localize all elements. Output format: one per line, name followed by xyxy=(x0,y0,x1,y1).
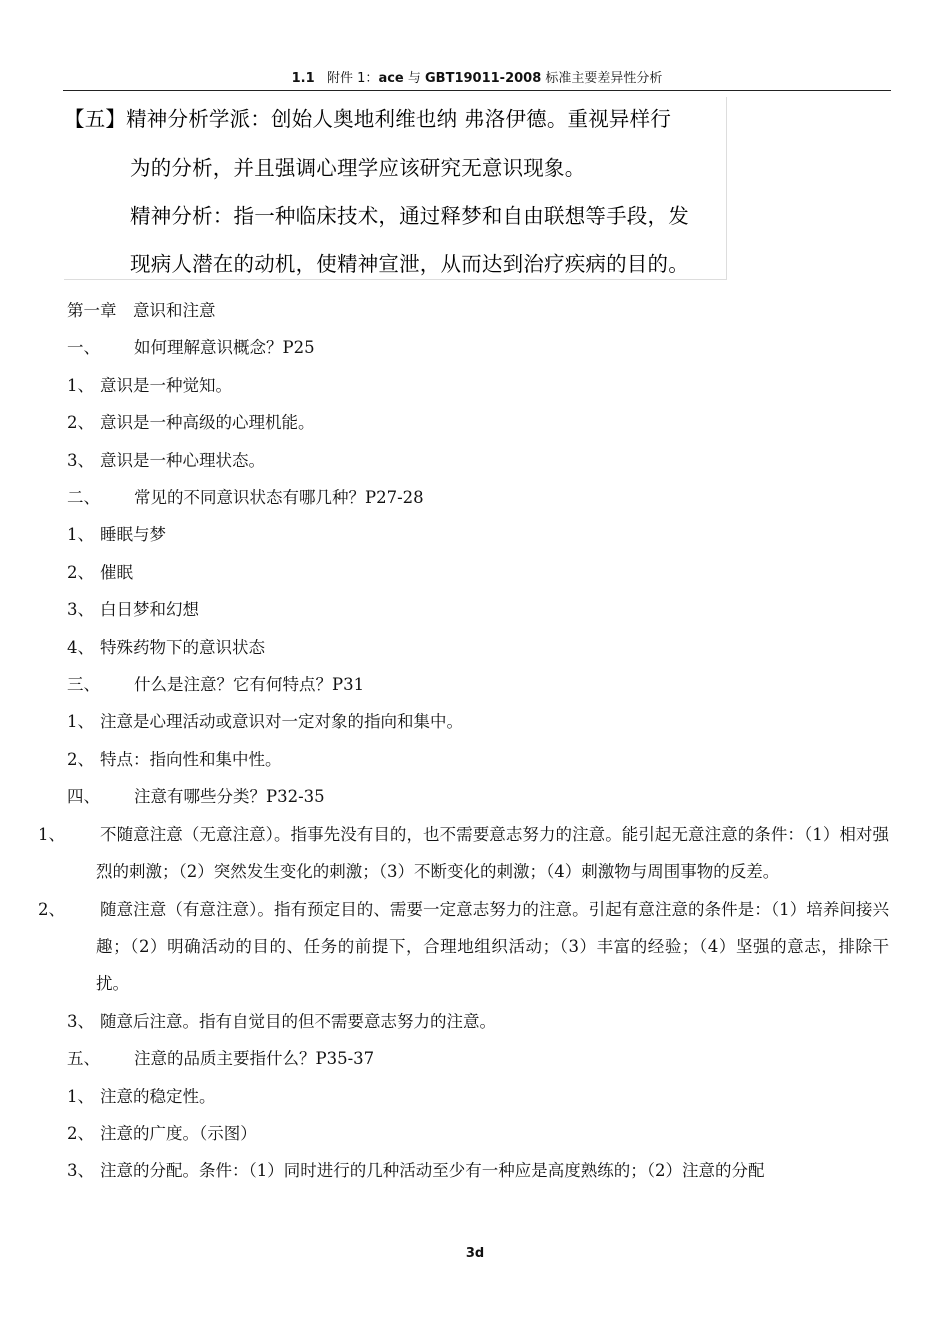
section-title: 常见的不同意识状态有哪几种？P27-28 xyxy=(134,488,424,508)
document-body xyxy=(38,292,889,1190)
list-item xyxy=(67,1003,889,1040)
list-item xyxy=(67,1078,889,1115)
item-text: 意识是一种高级的心理机能。 xyxy=(100,413,315,433)
section-number: 三、 xyxy=(67,675,100,695)
list-item xyxy=(67,1115,889,1152)
section-number: 二、 xyxy=(67,488,100,508)
image-line-2: 为的分析，并且强调心理学应该研究无意识现象。 xyxy=(130,156,586,180)
list-item xyxy=(67,516,889,553)
list-item xyxy=(67,703,889,740)
item-text: 意识是一种觉知。 xyxy=(100,375,232,395)
section-number: 五、 xyxy=(67,1049,100,1069)
item-number: 1、 xyxy=(67,712,94,732)
list-item xyxy=(67,629,889,666)
embedded-text-image xyxy=(64,97,727,280)
list-item xyxy=(67,554,889,591)
item-number: 2、 xyxy=(67,413,94,433)
item-number: 3、 xyxy=(67,1011,94,1031)
section-title: 如何理解意识概念？P25 xyxy=(134,338,315,358)
section-heading xyxy=(67,329,889,366)
list-item xyxy=(67,404,889,441)
item-text: 注意是心理活动或意识对一定对象的指向和集中。 xyxy=(100,712,463,732)
image-line-4: 现病人潜在的动机，使精神宣泄，从而达到治疗疾病的目的。 xyxy=(130,252,689,276)
page-footer: 3d xyxy=(465,1246,485,1261)
item-text: 白日梦和幻想 xyxy=(100,600,199,620)
image-line-3: 精神分析：指一种临床技术，通过释梦和自由联想等手段，发 xyxy=(130,204,689,228)
chapter-title: 第一章 意识和注意 xyxy=(67,301,216,320)
item-number: 1、 xyxy=(67,1086,94,1106)
image-line-1: 【五】精神分析学派：创始人奥地利维也纳 弗洛伊德。重视异样行 xyxy=(64,107,672,131)
item-number: 1、 xyxy=(38,824,65,844)
item-text: 注意的分配。条件：（1）同时进行的几种活动至少有一种应是高度熟练的；（2）注意的分配 xyxy=(100,1161,765,1181)
item-text: 特点：指向性和集中性。 xyxy=(100,749,282,769)
list-item xyxy=(38,816,889,891)
item-text: 特殊药物下的意识状态 xyxy=(100,637,265,657)
header-mid: 与 xyxy=(403,71,425,86)
list-item xyxy=(67,367,889,404)
item-text: 不随意注意（无意注意）。指事先没有目的，也不需要意志努力的注意。能引起无意注意的条件：（1）相对强烈的刺激；（2）突然发生变化的刺激；（3）不断变化的刺激；（4）刺激物与周围事物的反差。 xyxy=(96,824,889,882)
header-number: 1.1 xyxy=(291,71,315,86)
list-item xyxy=(67,1152,889,1189)
item-number: 4、 xyxy=(67,637,94,657)
section-number: 一、 xyxy=(67,338,100,358)
section-heading xyxy=(67,666,889,703)
item-text: 注意的稳定性。 xyxy=(100,1086,216,1106)
section-number: 四、 xyxy=(67,787,100,807)
header-prefix: 附件 1： xyxy=(327,71,379,86)
list-item xyxy=(67,741,889,778)
section-title: 什么是注意？它有何特点？P31 xyxy=(134,675,365,695)
item-text: 随意后注意。指有自觉目的但不需要意志努力的注意。 xyxy=(100,1011,496,1031)
header-ace: ace xyxy=(378,71,404,86)
item-text: 睡眠与梦 xyxy=(100,525,166,545)
page-header xyxy=(63,68,891,91)
item-number: 3、 xyxy=(67,1161,94,1181)
section-title: 注意的品质主要指什么？P35-37 xyxy=(134,1049,375,1069)
section-heading xyxy=(67,1040,889,1077)
section-heading xyxy=(67,778,889,815)
item-number: 2、 xyxy=(67,1123,94,1143)
item-number: 3、 xyxy=(67,450,94,470)
item-text: 意识是一种心理状态。 xyxy=(100,450,265,470)
header-suffix: 标准主要差异性分析 xyxy=(541,71,663,86)
list-item xyxy=(38,891,889,1003)
item-number: 3、 xyxy=(67,600,94,620)
section-heading xyxy=(67,479,889,516)
item-number: 2、 xyxy=(38,899,65,919)
list-item xyxy=(67,442,889,479)
list-item xyxy=(67,591,889,628)
section-title: 注意有哪些分类？P32-35 xyxy=(134,787,325,807)
item-text: 随意注意（有意注意）。指有预定目的、需要一定意志努力的注意。引起有意注意的条件是：（1）培养间接兴趣；（2）明确活动的目的、任务的前提下，合理地组织活动；（3）丰富的经验；（4）坚强的意志，排除干扰。 xyxy=(96,899,889,994)
item-number: 1、 xyxy=(67,375,94,395)
item-number: 2、 xyxy=(67,749,94,769)
item-number: 2、 xyxy=(67,562,94,582)
header-standard: GBT19011-2008 xyxy=(425,71,542,86)
item-text: 注意的广度。（示图） xyxy=(100,1123,257,1143)
item-text: 催眠 xyxy=(100,562,133,582)
item-number: 1、 xyxy=(67,525,94,545)
